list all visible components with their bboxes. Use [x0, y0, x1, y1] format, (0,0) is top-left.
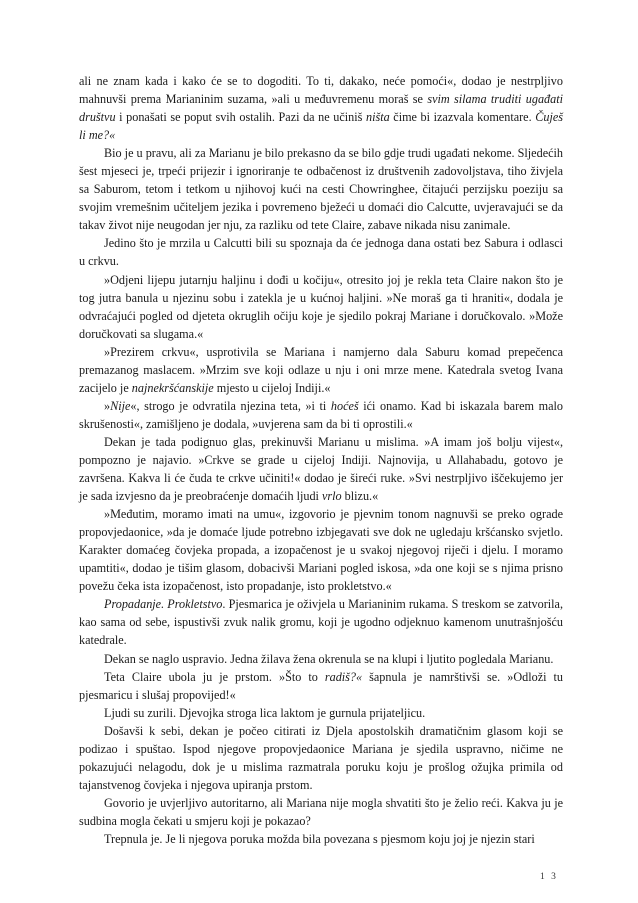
- document-page: [79, 72, 563, 848]
- paragraph: [79, 343, 563, 397]
- paragraph: [79, 830, 563, 848]
- paragraph: [79, 704, 563, 722]
- italic-text: ništa: [365, 110, 390, 125]
- text-run: čime bi izazvala komentare.: [389, 110, 536, 125]
- text-run: . Pjesmarica je oživjela u Marianinim rukama. S treskom se zatvorila, kao sama od sebe, ispustivši zvuk nalik gromu, koji je ugodno odjeknuo kamenom unutrašnjošću katedrale.: [79, 597, 563, 648]
- text-run: Trepnula je. Je li njegova poruka možda bila povezana s pjesmom koju joj je njezin stari: [104, 831, 535, 846]
- text-run: Dekan je tada podignuo glas, prekinuvši Marianu u mislima. »A imam još bolju vijest«, pompozno je najavio. »Crkve se grade u cijeloj Indiji. Najnovija, u Allahabadu, gotovo je završena. Kakva li će čuda te crkve učiniti!« dodao je šireći ruke. »Svi nestrpljivo iščekujemo jer je sada izvjesno da je preobraćenje domaćih ljudi: [79, 434, 563, 504]
- text-run: mjesto u cijeloj Indiji.«: [213, 380, 331, 395]
- text-run: ali ne znam kada i kako će se to dogoditi. To ti, dakako, neće pomoći«, dodao je nestrpljivo mahnuvši prema Marianinim suzama, »ali u međuvremenu moraš se: [79, 74, 563, 107]
- text-run: Govorio je uvjerljivo autoritarno, ali Mariana nije mogla shvatiti što je želio reći. Kakva ju je sudbina mogla čekati u smjeru koji je pokazao?: [79, 795, 563, 828]
- paragraph: [79, 505, 563, 595]
- paragraph: [79, 668, 563, 704]
- paragraph: [79, 794, 563, 830]
- text-run: šapnula je namrštivši se. »Odloži tu pjesmaricu i slušaj propovijed!«: [79, 669, 563, 702]
- paragraph: [79, 722, 563, 794]
- text-run: Ljudi su zurili. Djevojka stroga lica laktom je gurnula prijateljicu.: [104, 705, 426, 720]
- text-run: Teta Claire ubola ju je prstom. »Što to: [104, 669, 325, 684]
- text-run: Bio je u pravu, ali za Marianu je bilo prekasno da se bilo gdje trudi ugađati nekome. Sljedećih šest mjeseci je, trpeći prijezir i ignoriranje te odbačenost iz društvenih zadovoljstava, tiho živjela sa Saburom, tetom i tetkom u njihovoj kući na cesti Chowringhee, čitajući perzijsku poeziju sa svojim vremešnim učiteljem jezika i povremeno bježeći u domaći dio Calcutte, uvjeravajući se da takav život nije neugodan jer nju, za razliku od tete Claire, zabave nikada nisu zanimale.: [79, 146, 563, 233]
- text-run: ići onamo. Kad bi iskazala barem malo skrušenosti«, zamišljeno je dodala, »uvjerena sam da bi ti oprostili.«: [79, 398, 563, 431]
- italic-text: svim silama truditi ugađati društvu: [79, 92, 563, 125]
- text-run: »Međutim, moramo imati na umu«, izgovorio je pjevnim tonom nagnuvši se preko ograde propovjedaonice, »da je domaće ljude potrebno izbjegavati sve dok ne ugledaju kršćansko svjetlo. Karakter domaćeg čovjeka propada, a izopačenost je u svakoj njegovoj riječi i djelu. I moramo upamtiti«, dodao je tišim glasom, dobacivši Mariani pogled iskosa, »da one koji se s njima prisno povežu čeka ista izopačenost, isto propadanje, isto prokletstvo.«: [79, 507, 563, 594]
- italic-text: najnekršćanskije: [131, 380, 214, 395]
- italic-text: vrlo: [321, 489, 342, 504]
- italic-text: radiš?«: [324, 669, 363, 684]
- paragraph: [79, 595, 563, 649]
- text-run: i ponašati se poput svih ostalih. Pazi da ne učiniš: [115, 110, 366, 125]
- paragraph: [79, 72, 563, 144]
- italic-text: Nije: [110, 398, 131, 413]
- text-run: Došavši k sebi, dekan je počeo citirati iz Djela apostolskih dramatičnim glasom koji se podizao i spuštao. Ispod njegove propovjedaonice Mariana je sjedila uspravno, ničime ne pokazujući nelagodu, dok je u mislima razmatrala poruku koju je prošlog ožujka primila od tajanstvenog čovjeka i njegova upiranja prstom.: [79, 723, 563, 792]
- text-run: blizu.«: [341, 489, 379, 504]
- paragraph: [79, 144, 563, 234]
- text-run: Jedino što je mrzila u Calcutti bili su spoznaja da će jednoga dana ostati bez Sabura i odlasci u crkvu.: [79, 236, 563, 269]
- paragraph: [79, 650, 563, 668]
- paragraph: [79, 433, 563, 505]
- paragraph: [79, 234, 563, 270]
- text-run: «, strogo je odvratila njezina teta, »i ti: [130, 398, 331, 413]
- paragraph: [79, 397, 563, 433]
- text-run: Dekan se naglo uspravio. Jedna žilava žena okrenula se na klupi i ljutito pogledala Marianu.: [104, 651, 554, 666]
- page-number: 1 3: [540, 872, 558, 882]
- text-run: »Prezirem crkvu«, usprotivila se Mariana i namjerno dala Saburu komad prepečenca premazanog maslacem. »Mrzim sve koji odlaze u nju i oni mrze mene. Katedrala svetog Ivana zacijelo je: [79, 344, 563, 395]
- paragraph: [79, 271, 563, 343]
- text-run: »Odjeni lijepu jutarnju haljinu i dođi u kočiju«, otresito joj je rekla teta Claire nakon što je tog jutra banula u njezinu sobu i zatekla je u kućnoj haljini. »Ne moraš ga ti hraniti«, dodala je odvraćajući pogled od djeteta okruglih očiju koje je sjedilo pokraj Mariane i doručkovalo. »Može doručkovati sa slugama.«: [79, 272, 563, 341]
- text-run: »: [104, 398, 111, 413]
- italic-text: Propadanje. Prokletstvo: [104, 597, 223, 612]
- document-body: [79, 72, 563, 848]
- italic-text: hoćeš: [330, 398, 359, 413]
- italic-text: Čuješ li me?«: [79, 110, 563, 143]
